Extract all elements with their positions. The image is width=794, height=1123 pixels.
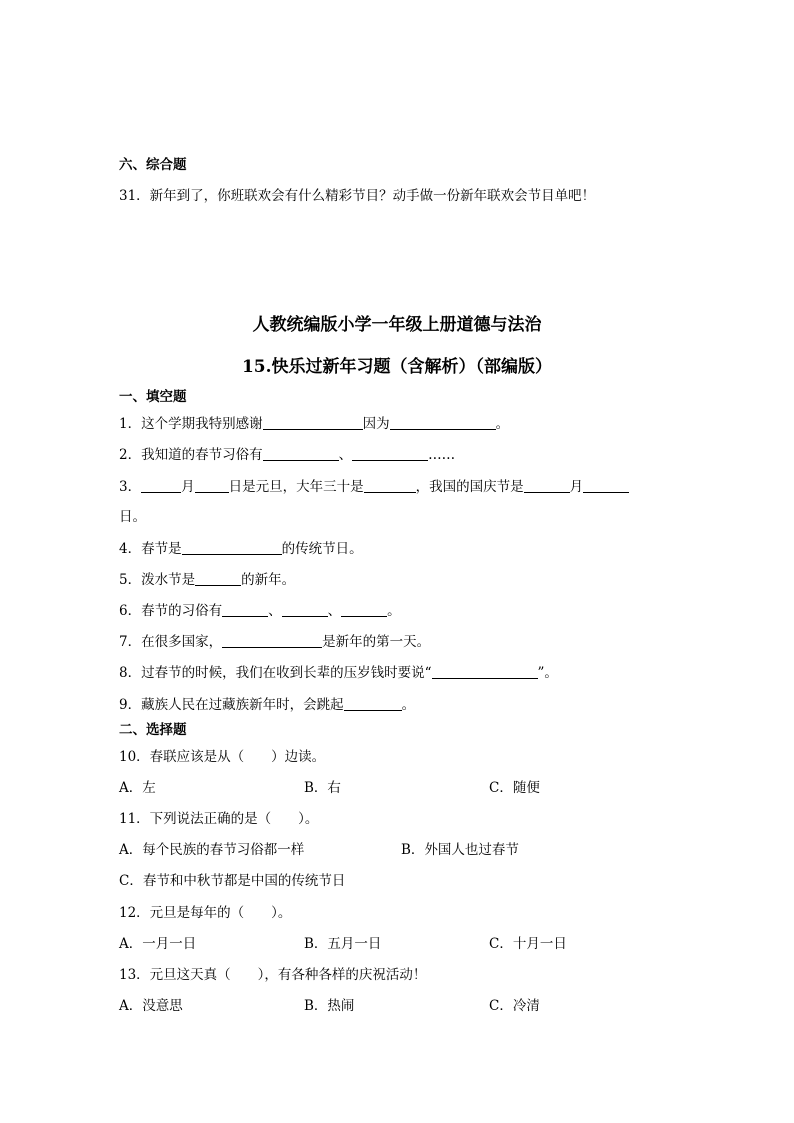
q13-option-b[interactable]: B．热闹 (304, 998, 355, 1014)
q3-text-c: 日是元旦，大年三十是 (228, 479, 364, 495)
q1-text-c: 。 (495, 416, 510, 432)
q13-option-a[interactable]: A．没意思 (119, 998, 183, 1014)
answer-blank[interactable] (263, 446, 339, 461)
q3-text-b: 月 (181, 479, 195, 495)
q11-option-a[interactable]: A．每个民族的春节习俗都一样 (119, 842, 305, 858)
q11-option-c[interactable]: C．春节和中秋节都是中国的传统节日 (119, 873, 346, 889)
question-7 (119, 633, 430, 651)
answer-blank[interactable] (390, 415, 496, 430)
answer-blank[interactable] (182, 540, 282, 555)
question-8 (119, 664, 558, 682)
question-5 (119, 571, 295, 589)
q2-text-c: …… (428, 447, 456, 463)
q12-option-c[interactable]: C．十月一日 (489, 936, 567, 952)
question-10: 10．春联应该是从（ ）边读。 (119, 749, 326, 765)
answer-blank[interactable] (524, 478, 570, 493)
q6-text-a: 6．春节的习俗有 (119, 603, 223, 619)
answer-blank[interactable] (195, 478, 229, 493)
q5-text-a: 5．泼水节是 (119, 572, 196, 588)
answer-blank[interactable] (364, 478, 416, 493)
question-9 (119, 696, 415, 714)
question-13: 13．元旦这天真（ ），有各种各样的庆祝活动！ (119, 967, 427, 983)
q5-text-b: 的新年。 (241, 572, 296, 588)
q8-text-a: 8．过春节的时候，我们在收到长辈的压岁钱时要说“ (119, 665, 432, 681)
q3-text-e: 月 (569, 479, 584, 495)
question-3-continued (119, 508, 146, 526)
q10-option-c[interactable]: C．随便 (489, 780, 540, 796)
section-heading-fill: 一、填空题 (119, 389, 187, 405)
q6-text-c: 、 (327, 603, 342, 619)
q2-text-a: 2．我知道的春节习俗有 (119, 447, 263, 463)
q7-text-b: 是新年的第一天。 (322, 634, 431, 650)
question-4 (119, 540, 363, 558)
q2-text-b: 、 (338, 447, 353, 463)
question-2 (119, 446, 455, 464)
q6-text-b: 、 (268, 603, 282, 619)
answer-blank[interactable] (344, 696, 402, 711)
question-11: 11．下列说法正确的是（ ）。 (119, 811, 319, 827)
answer-blank[interactable] (352, 446, 428, 461)
answer-blank[interactable] (222, 602, 268, 617)
q3-text-d: ，我国的国庆节是 (415, 479, 524, 495)
document-title: 人教统编版小学一年级上册道德与法治 (252, 315, 542, 335)
q7-text-a: 7．在很多国家， (119, 634, 223, 650)
question-6 (119, 602, 401, 620)
question-12: 12．元旦是每年的（ ）。 (119, 905, 292, 921)
q6-text-d: 。 (387, 603, 401, 619)
q9-text-a: 9．藏族人民在过藏族新年时，会跳起 (119, 697, 344, 713)
q4-text-a: 4．春节是 (119, 541, 182, 557)
q10-option-a[interactable]: A．左 (119, 780, 156, 796)
answer-blank[interactable] (282, 602, 328, 617)
q3-text-f: 日。 (119, 509, 146, 525)
answer-blank[interactable] (141, 478, 181, 493)
q1-text-a: 1．这个学期我特别感谢 (119, 416, 263, 432)
q4-text-b: 的传统节日。 (281, 541, 363, 557)
question-31: 31．新年到了，你班联欢会有什么精彩节目？动手做一份新年联欢会节目单吧！ (119, 188, 596, 204)
q3-text-a: 3． (119, 479, 142, 495)
question-3 (119, 478, 629, 496)
q12-option-b[interactable]: B．五月一日 (304, 936, 382, 952)
q12-option-a[interactable]: A．一月一日 (119, 936, 197, 952)
q9-text-b: 。 (401, 697, 416, 713)
document-subtitle: 15.快乐过新年习题（含解析）（部编版） (241, 357, 553, 377)
answer-blank[interactable] (341, 602, 387, 617)
answer-blank[interactable] (263, 415, 363, 430)
q1-text-b: 因为 (362, 416, 390, 432)
q8-text-b: ”。 (537, 665, 558, 681)
answer-blank[interactable] (432, 664, 538, 679)
q10-option-b[interactable]: B．右 (304, 780, 341, 796)
q13-option-c[interactable]: C．冷清 (489, 998, 540, 1014)
answer-blank[interactable] (583, 478, 629, 493)
answer-blank[interactable] (222, 633, 322, 648)
question-1 (119, 415, 509, 433)
section-heading-choice: 二、选择题 (119, 722, 187, 738)
section-heading-comprehensive: 六、综合题 (119, 157, 187, 173)
answer-blank[interactable] (195, 571, 241, 586)
q11-option-b[interactable]: B．外国人也过春节 (401, 842, 519, 858)
